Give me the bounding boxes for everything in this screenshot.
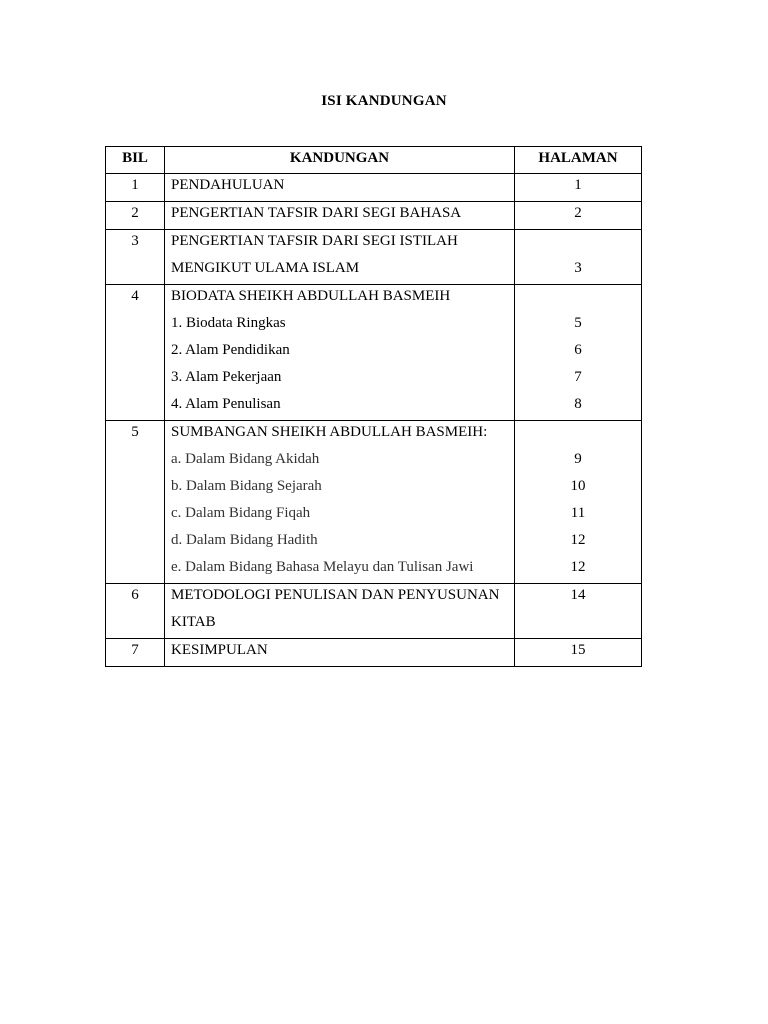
subsection-title: 2. Alam Pendidikan — [171, 342, 290, 358]
header-halaman: HALAMAN — [515, 147, 642, 174]
page-number: 6 — [574, 342, 582, 358]
row-number: 3 — [131, 233, 139, 249]
page-number: 2 — [574, 205, 582, 221]
row-number: 4 — [131, 288, 139, 304]
subsection-title: 4. Alam Penulisan — [171, 396, 281, 412]
page-number: 9 — [574, 451, 582, 467]
row-number-cell — [106, 285, 165, 421]
section-title: PENDAHULUAN — [171, 177, 285, 193]
header-bil: BIL — [106, 147, 165, 174]
content-cell — [165, 421, 515, 584]
row-number: 6 — [131, 587, 139, 603]
subsection-title: MENGIKUT ULAMA ISLAM — [171, 260, 360, 276]
subsection-title: KITAB — [171, 614, 216, 630]
subsection-title: 3. Alam Pekerjaan — [171, 369, 282, 385]
subsection-title: a. Dalam Bidang Akidah — [171, 451, 320, 467]
row-number: 2 — [131, 205, 139, 221]
table-row — [106, 639, 642, 667]
row-number-cell — [106, 230, 165, 285]
page-cell — [515, 584, 642, 639]
page-number: 10 — [570, 478, 586, 494]
page-number — [515, 285, 641, 312]
content-cell — [165, 174, 515, 202]
page-title: ISI KANDUNGAN — [321, 93, 447, 109]
page-number: 7 — [574, 369, 582, 385]
content-cell — [165, 584, 515, 639]
row-number-cell — [106, 584, 165, 639]
subsection-title: b. Dalam Bidang Sejarah — [171, 478, 322, 494]
table-body — [106, 174, 642, 667]
table-row — [106, 202, 642, 230]
page-number: 11 — [570, 505, 586, 521]
table-row — [106, 584, 642, 639]
content-cell — [165, 639, 515, 667]
row-number-cell — [106, 639, 165, 667]
page-number: 3 — [574, 260, 582, 276]
page-cell — [515, 230, 642, 285]
page-number — [515, 230, 641, 257]
subsection-title: 1. Biodata Ringkas — [171, 315, 286, 331]
subsection-title: c. Dalam Bidang Fiqah — [171, 505, 311, 521]
page-cell — [515, 285, 642, 421]
page-number — [515, 421, 641, 448]
table-row — [106, 285, 642, 421]
page-number: 14 — [570, 587, 586, 603]
content-cell — [165, 230, 515, 285]
page-cell — [515, 174, 642, 202]
section-title: SUMBANGAN SHEIKH ABDULLAH BASMEIH: — [171, 424, 488, 440]
page-number: 15 — [570, 642, 586, 658]
page-number: 12 — [570, 559, 586, 575]
row-number: 1 — [131, 177, 139, 193]
contents-table — [105, 146, 642, 667]
row-number-cell — [106, 174, 165, 202]
table-row — [106, 174, 642, 202]
content-cell — [165, 202, 515, 230]
row-number-cell — [106, 202, 165, 230]
section-title: KESIMPULAN — [171, 642, 268, 658]
page-number — [515, 611, 641, 638]
table-row — [106, 230, 642, 285]
subsection-title: e. Dalam Bidang Bahasa Melayu dan Tulisan Jawi — [171, 559, 474, 575]
page-number: 8 — [574, 396, 582, 412]
row-number: 7 — [131, 642, 139, 658]
page-cell — [515, 202, 642, 230]
row-number-cell — [106, 421, 165, 584]
page-number: 5 — [574, 315, 582, 331]
page-number: 12 — [570, 532, 586, 548]
section-title: BIODATA SHEIKH ABDULLAH BASMEIH — [171, 288, 451, 304]
header-kandungan: KANDUNGAN — [165, 147, 515, 174]
subsection-title: d. Dalam Bidang Hadith — [171, 532, 318, 548]
section-title: METODOLOGI PENULISAN DAN PENYUSUNAN — [171, 587, 500, 603]
page-cell — [515, 421, 642, 584]
row-number: 5 — [131, 424, 139, 440]
table-header-row — [106, 147, 642, 174]
section-title: PENGERTIAN TAFSIR DARI SEGI ISTILAH — [171, 233, 458, 249]
section-title: PENGERTIAN TAFSIR DARI SEGI BAHASA — [171, 205, 462, 221]
content-cell — [165, 285, 515, 421]
table-row — [106, 421, 642, 584]
page-number: 1 — [574, 177, 582, 193]
page-cell — [515, 639, 642, 667]
